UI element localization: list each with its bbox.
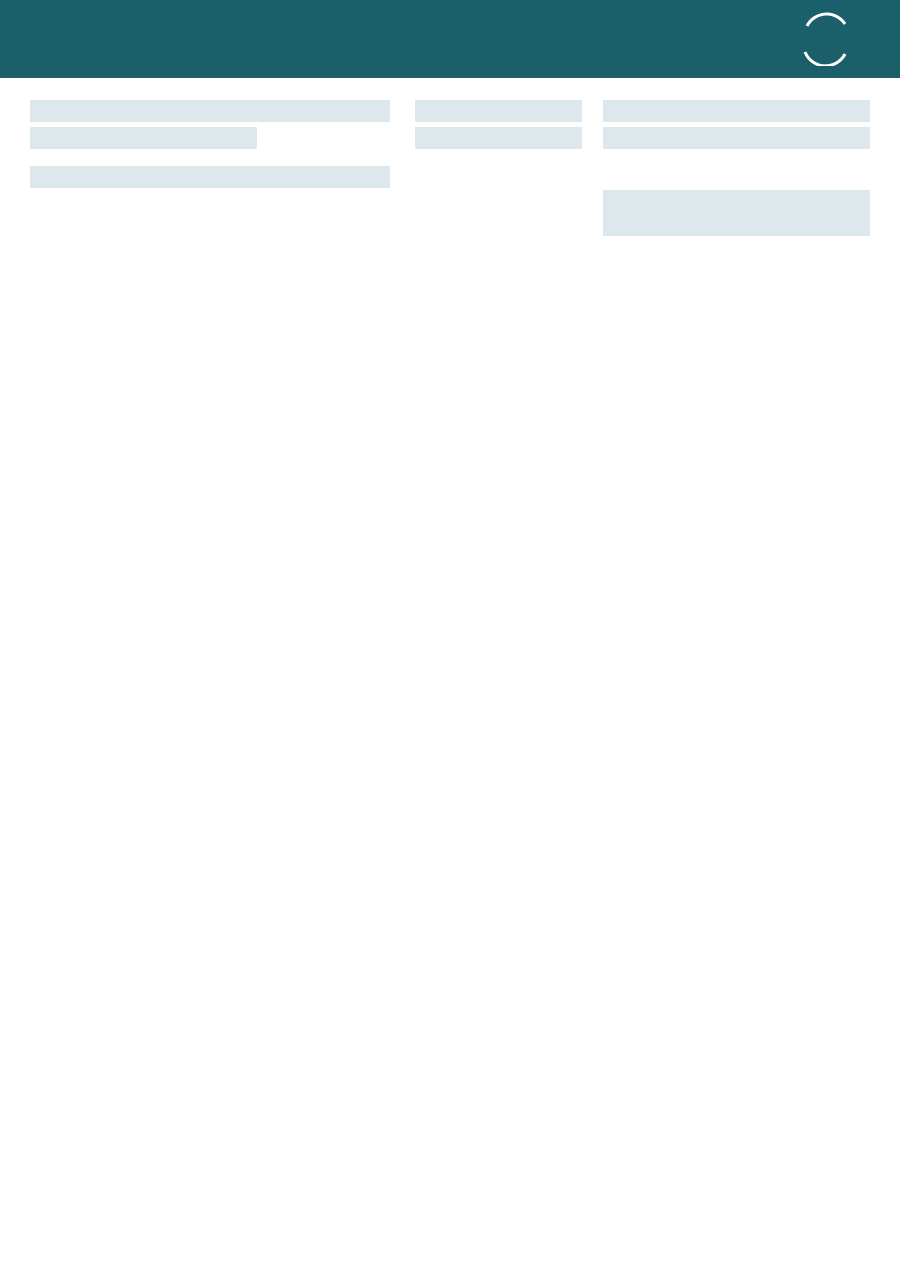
patient-bar [30, 166, 390, 188]
dept-bar [415, 127, 582, 149]
clinical-bar [603, 127, 870, 149]
institution-bar [30, 100, 390, 122]
doctor-bar [603, 100, 870, 122]
sml-logo-icon [795, 12, 855, 66]
hospital-code-bar [30, 127, 257, 149]
report-header [0, 0, 900, 78]
dates-bar [603, 190, 870, 236]
ward-bar [415, 100, 582, 122]
